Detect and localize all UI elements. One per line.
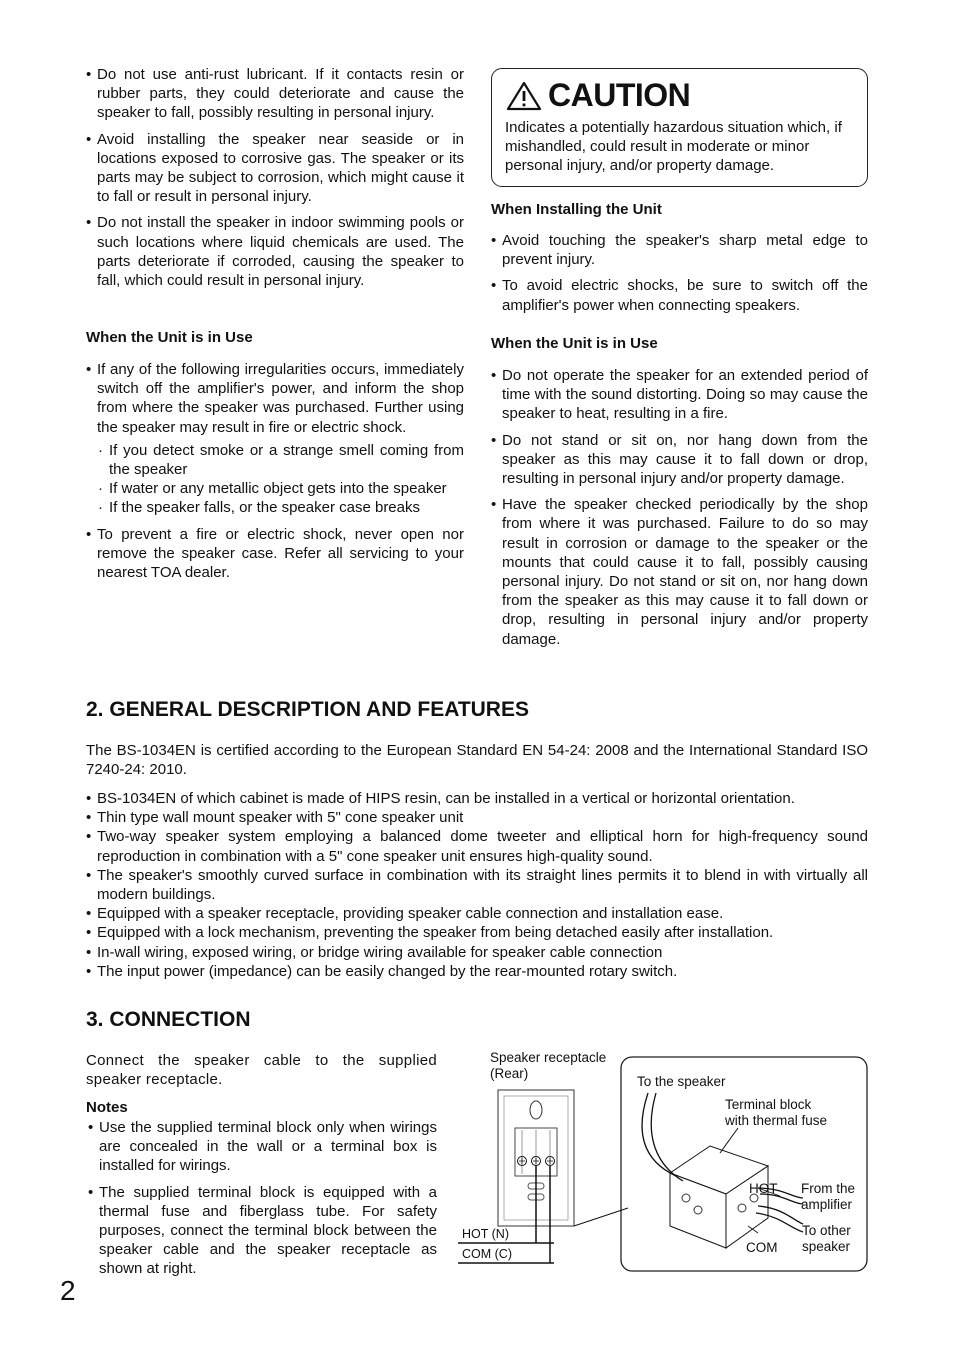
to-speaker-label: To the speaker <box>637 1074 726 1089</box>
notes-list <box>88 1118 437 1286</box>
connection-diagram <box>458 1048 870 1274</box>
list-item: • To prevent a fire or electric shock, never open nor remove the speaker case. Refer all servicing to your nearest TOA dealer. <box>86 525 464 583</box>
left-top-bullets <box>86 65 464 297</box>
hot-label: HOT <box>749 1181 778 1196</box>
section3-heading: 3. CONNECTION <box>86 1008 251 1031</box>
feature-item: • The input power (impedance) can be easily changed by the rear-mounted rotary switch. <box>86 962 868 981</box>
com-c-label: COM (C) <box>462 1247 512 1261</box>
right-installing-heading: When Installing the Unit <box>491 201 662 218</box>
list-item: • Have the speaker checked periodically by the shop from where it was purchased. Failure to do so may result in corrosion or damage to the speaker or the mounts that could cause it to fall, possibly causing personal injury. Do not stand or sit on, nor hang down from the speaker as this may cause it to fall down or drop, resulting in personal injury and/or property damage. <box>491 495 868 649</box>
receptacle-label: Speaker receptacle (Rear) <box>490 1050 607 1081</box>
section2-heading: 2. GENERAL DESCRIPTION AND FEATURES <box>86 698 529 721</box>
right-installing-section <box>491 231 868 322</box>
list-item: • If any of the following irregularities occurs, immediately switch off the amplifier's power, and inform the shop from where the speaker was purchased. Further using the speaker may result in fire or electric shock. · If you detect smoke or a strange smell coming from the speaker · If water or any metallic object gets into the speaker · If the speaker falls, or the speaker case breaks <box>86 360 464 518</box>
list-item: • Do not operate the speaker for an extended period of time with the sound distorting. Doing so may cause the speaker to heat, resulting in a fire. <box>491 366 868 424</box>
feature-item: • Equipped with a lock mechanism, preventing the speaker from being detached easily after installation. <box>86 923 868 942</box>
note-item: • The supplied terminal block is equipped with a thermal fuse and fiberglass tube. For safety purposes, connect the terminal block between the speaker cable and the speaker receptacle as shown at right. <box>88 1183 437 1279</box>
section2-intro: The BS-1034EN is certified according to the European Standard EN 54-24: 2008 and the International Standard ISO 7240-24: 2010. <box>86 742 868 779</box>
feature-item: • In-wall wiring, exposed wiring, or bridge wiring available for speaker cable connection <box>86 943 868 962</box>
sub-list-item: · If the speaker falls, or the speaker case breaks <box>97 498 464 517</box>
right-in-use-section <box>491 366 868 656</box>
sub-list-item: · If you detect smoke or a strange smell coming from the speaker <box>97 441 464 479</box>
caution-title: CAUTION <box>548 77 691 113</box>
com-label: COM <box>746 1240 778 1255</box>
hot-n-label: HOT (N) <box>462 1227 509 1241</box>
left-in-use-section <box>86 360 464 589</box>
list-item: • Do not stand or sit on, nor hang down from the speaker as this may cause it to fall down or drop, resulting in personal injury and/or property damage. <box>491 431 868 489</box>
terminal-block-label: Terminal block with thermal fuse <box>725 1097 828 1128</box>
note-item: • Use the supplied terminal block only when wirings are concealed in the wall or a terminal box is installed for wirings. <box>88 1118 437 1176</box>
list-item: • Avoid touching the speaker's sharp metal edge to prevent injury. <box>491 231 868 269</box>
from-amplifier-label: From the amplifier <box>801 1181 856 1212</box>
caution-box <box>491 68 868 187</box>
section3-intro: Connect the speaker cable to the supplied speaker receptacle. <box>86 1052 437 1089</box>
list-item: • Do not use anti-rust lubricant. If it contacts resin or rubber parts, they could deteriorate and cause the speaker to fall, possibly resulting in personal injury. <box>86 65 464 123</box>
features-list <box>86 789 868 981</box>
warning-triangle-icon <box>506 81 542 111</box>
caution-header <box>506 77 690 114</box>
to-other-speaker-label: To other speaker <box>802 1223 851 1254</box>
feature-item: • Two-way speaker system employing a balanced dome tweeter and elliptical horn for high-frequency sound reproduction in combination with a 5" cone speaker unit ensures high-quality sound. <box>86 827 868 865</box>
list-item: • Avoid installing the speaker near seaside or in locations exposed to corrosive gas. The speaker or its parts may be subject to corrosion, which might cause it to fall or result in personal injury. <box>86 130 464 207</box>
notes-heading: Notes <box>86 1099 128 1116</box>
left-in-use-heading: When the Unit is in Use <box>86 329 253 346</box>
feature-item: • Equipped with a speaker receptacle, providing speaker cable connection and installation ease. <box>86 904 868 923</box>
feature-item: • BS-1034EN of which cabinet is made of HIPS resin, can be installed in a vertical or horizontal orientation. <box>86 789 868 808</box>
list-item: • To avoid electric shocks, be sure to switch off the amplifier's power when connecting speakers. <box>491 276 868 314</box>
feature-item: • The speaker's smoothly curved surface in combination with its straight lines permits it to blend in with virtually all modern buildings. <box>86 866 868 904</box>
caution-text: Indicates a potentially hazardous situation which, if mishandled, could result in moderate or minor personal injury, and/or property damage. <box>505 119 842 175</box>
list-item: • Do not install the speaker in indoor swimming pools or such locations where liquid chemicals are used. The parts deteriorate if corroded, causing the speaker to fall, which could result in personal injury. <box>86 213 464 290</box>
page-number: 2 <box>60 1275 76 1306</box>
sub-list-item: · If water or any metallic object gets into the speaker <box>97 479 464 498</box>
feature-item: • Thin type wall mount speaker with 5" cone speaker unit <box>86 808 868 827</box>
right-in-use-heading: When the Unit is in Use <box>491 335 658 352</box>
